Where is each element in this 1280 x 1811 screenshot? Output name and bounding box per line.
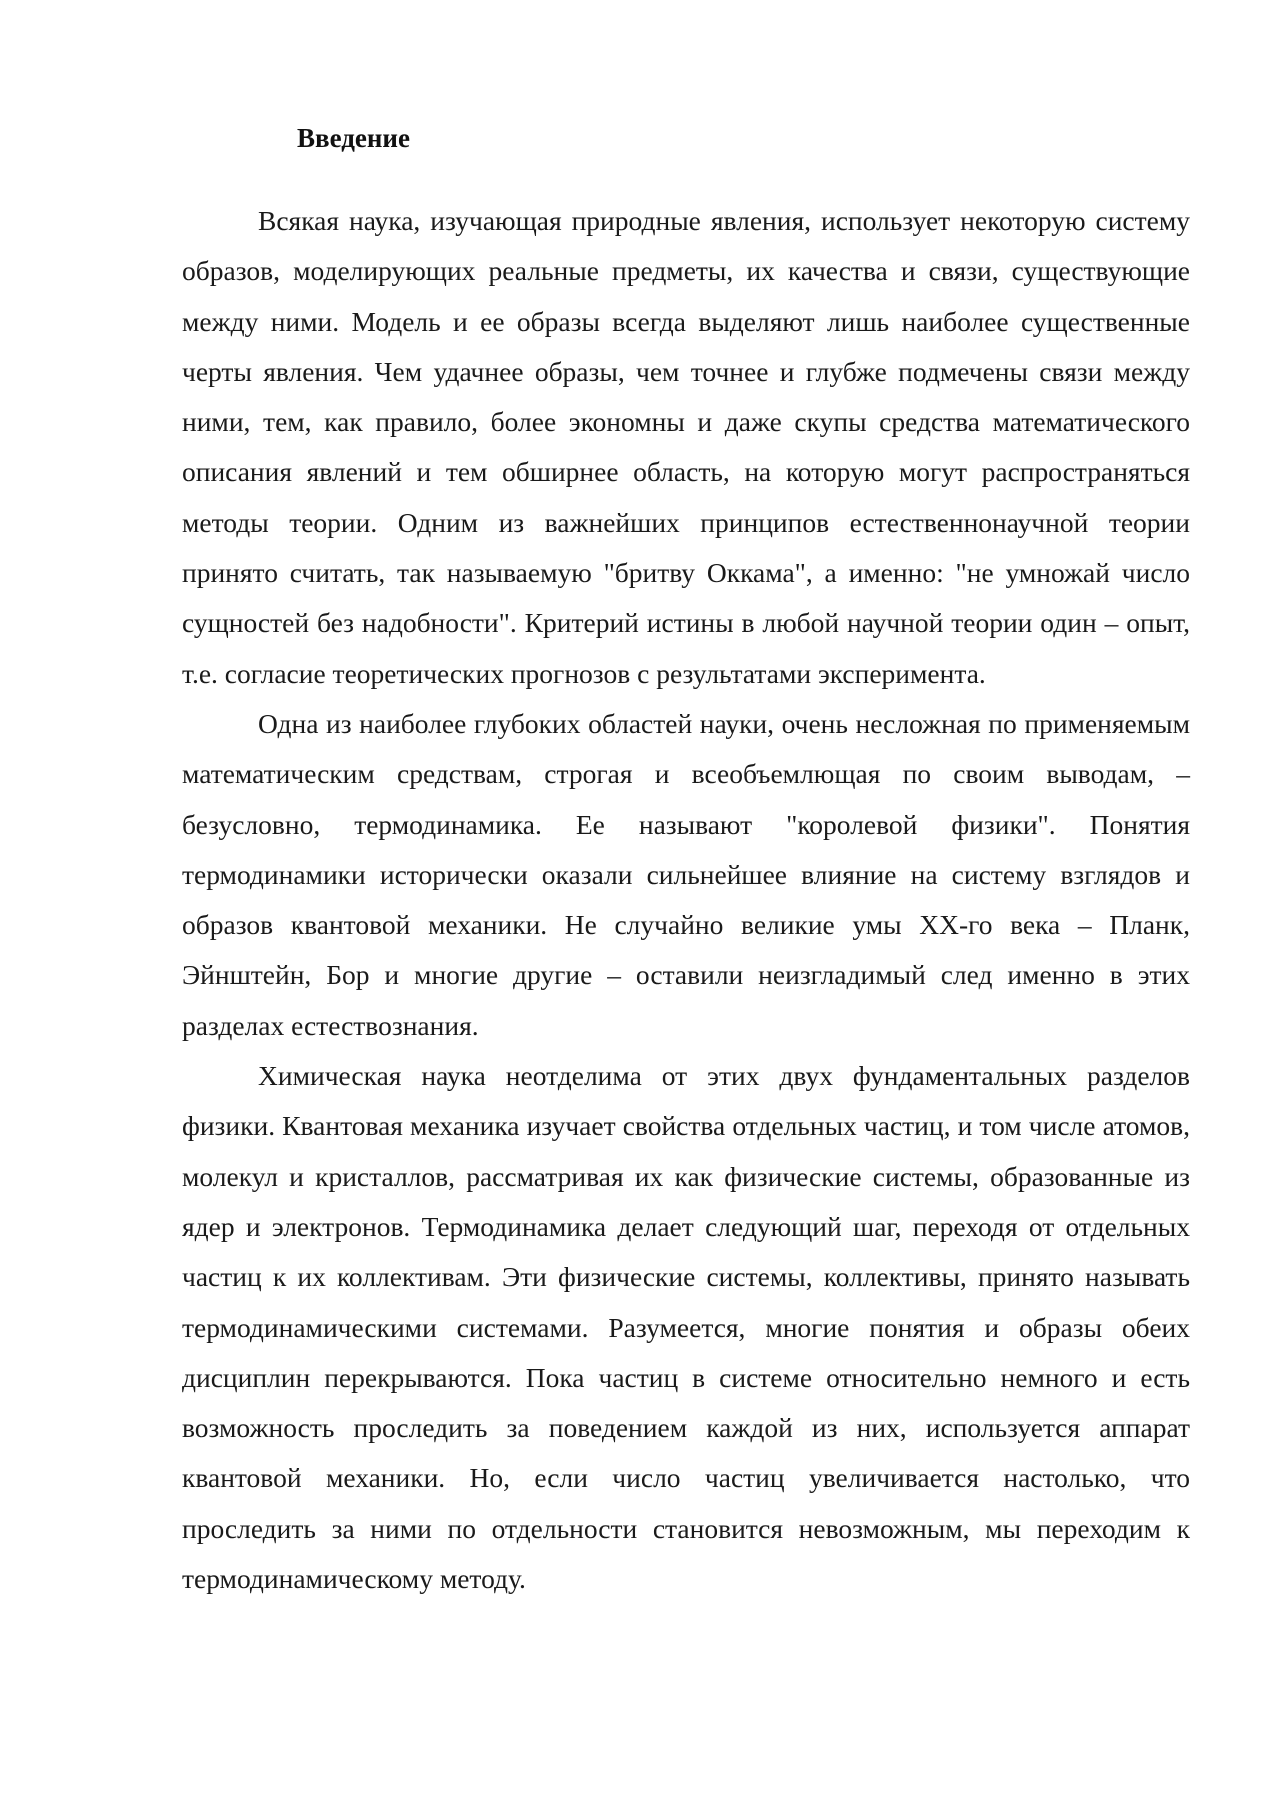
paragraph-3: Химическая наука неотделима от этих двух фундаментальных разделов физики. Квантовая механика изучает свойства отдельных частиц, и том числе атомов, молекул и кристаллов, рассматривая их как физические системы, образованные из ядер и электронов. Термодинамика делает следующий шаг, переходя от отдельных частиц к их коллективам. Эти физические системы, коллективы, принято называть термодинамическими системами. Разумеется, многие понятия и образы обеих дисциплин перекрываются. Пока частиц в системе относительно немного и есть возможность проследить за поведением каждой из них, используется аппарат квантовой механики. Но, если число частиц увеличивается настолько, что проследить за ними по отдельности становится невозможным, мы переходим к термодинамическому методу.: [182, 1060, 1190, 1595]
paragraph-2: Одна из наиболее глубоких областей науки, очень несложная по применяемым математическим средствам, строгая и всеобъемлющая по своим выводам, – безусловно, термодинамика. Ее называют "королевой физики". Понятия термодинамики исторически оказали сильнейшее влияние на систему взглядов и образов квантовой механики. Не случайно великие умы XX-го века – Планк, Эйнштейн, Бор и многие другие – оставили неизгладимый след именно в этих разделах естествознания.: [182, 707, 1190, 1041]
paragraph-1: Всякая наука, изучающая природные явления, использует некоторую систему образов, моделирующих реальные предметы, их качества и связи, существующие между ними. Модель и ее образы всегда выделяют лишь наиболее существенные черты явления. Чем удачнее образы, чем точнее и глубже подмечены связи между ними, тем, как правило, более экономны и даже скупы средства математического описания явлений и тем обширнее область, на которую могут распространяться методы теории. Одним из важнейших принципов естественнонаучной теории принято считать, так называемую "бритву Оккама", а именно: "не умножай число сущностей без надобности". Критерий истины в любой научной теории один – опыт, т.е. согласие теоретических прогнозов с результатами эксперимента.: [182, 205, 1190, 689]
page-title: Введение: [297, 123, 410, 153]
document-body: [182, 196, 1190, 1604]
